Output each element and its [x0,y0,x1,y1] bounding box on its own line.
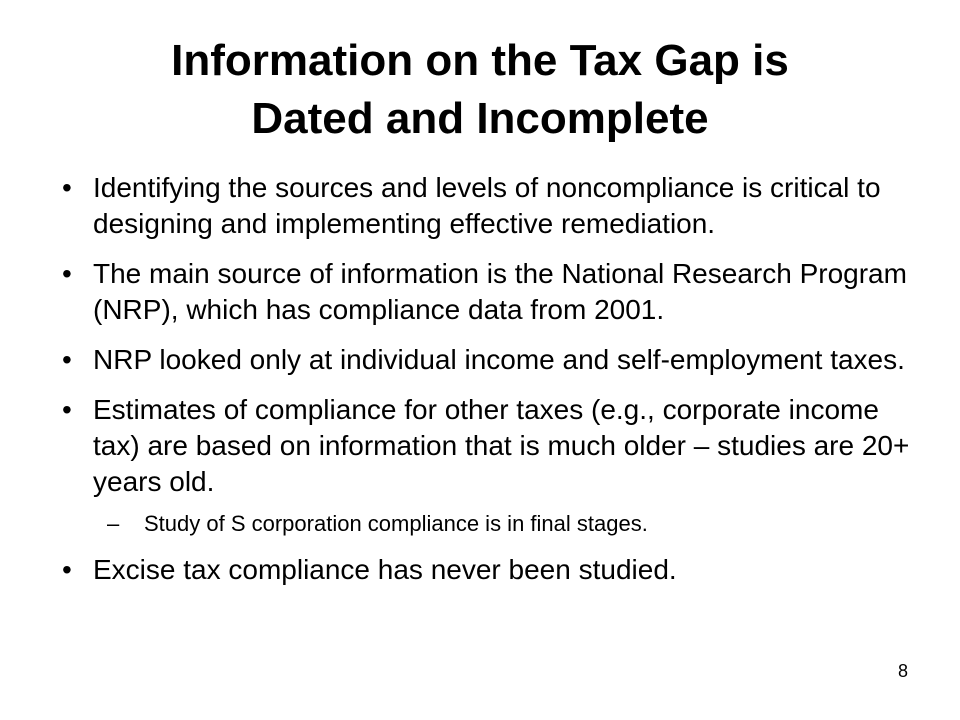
title-line-1: Information on the Tax Gap is [171,36,789,85]
bullet-item [62,342,912,378]
bullet-text: Excise tax compliance has never been studied. [93,554,677,585]
sub-bullet-marker: – [107,511,120,536]
page-number: 8 [897,661,908,681]
bullet-list [62,170,912,602]
title-line-2: Dated and Incomplete [251,94,709,143]
sub-bullet-text: Study of S corporation compliance is in final stages. [144,511,648,536]
bullet-text: Estimates of compliance for other taxes (e.g., corporate income tax) are based on information that is much older – studies are 20+ years old. [93,394,910,497]
bullet-item [62,552,912,588]
bullet-item [62,392,912,500]
bullet-marker: • [62,394,72,425]
bullet-marker: • [62,258,72,289]
sub-bullet-item [62,510,912,538]
slide-title [60,32,900,148]
bullet-text: Identifying the sources and levels of noncompliance is critical to designing and implementing effective remediation. [93,172,881,239]
bullet-marker: • [62,554,72,585]
bullet-marker: • [62,172,72,203]
bullet-text: The main source of information is the National Research Program (NRP), which has compliance data from 2001. [93,258,907,325]
bullet-text: NRP looked only at individual income and self-employment taxes. [93,344,905,375]
bullet-marker: • [62,344,72,375]
bullet-item [62,256,912,328]
bullet-item [62,170,912,242]
